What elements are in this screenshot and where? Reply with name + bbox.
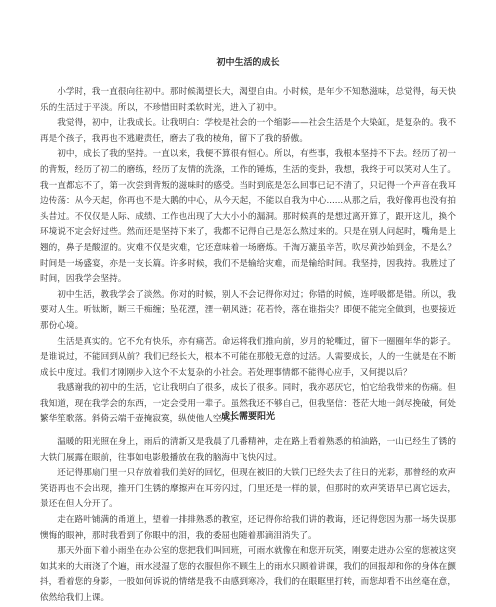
article-title-2: 成长需要阳光 <box>220 412 275 422</box>
article-body-2 <box>40 435 456 607</box>
paragraph: 初中，成长了我的坚持。一直以来，我便不算很有恒心。所以，有些事，我根本坚持不下去。经历了初一的背叛，经历了初二的磨练，经历了友情的洗涤，工作的锤炼，生活的变卦，我想，我终于可以笑对人生了。我一直都忘不了，第一次尝到背叛的滋味时的感受。当时到底是怎么回事已记不清了，只记得一个声音在我耳边传荡：从今天起，你再也不是大鹅的中心，从今天起，不能以自我为中心......从那之后，我好像再也没有拍头昔过。不仅仅是人际、成绩、工作也出现了大大小小的漏洞。那时候真的是想过离开算了，跟开这儿，换个环境说不定会好过些。然而还是坚持下来了，我都不记得自己是怎么熬过来的。只是在别人问起时，嘴角是上翘的，鼻子是酸涩的。灾难不仅是灾难，它还意味着一场磨炼。千淘万漉虽辛苦，吹尽黄沙始到金，不是么？时间是一场盛宴，亦是一支长篇。许多时候，我们不是输给灾难，而是输给时间。我坚持，因我持。我胜过了时间，因我学会坚持。 <box>40 149 456 285</box>
paragraph: 走在路叶铺满的甬道上，望着一排排熟悉的教室，还记得你给我们讲的教诲，还记得您因为那一场失误那懊悔的眼神，那时我看到了你眼中的泪，我的委屈也随着那滴泪消失了。 <box>40 514 456 541</box>
paragraph: 初中生活，教我学会了淡然。你对的时候，别人不会记得你对过；你错的时候，连呼吸都是错。所以，我要对人生。听钛断，断三千痴缠；坠花湮，湮一朝风涟；花若怜，落在谁指尖？即便不能完全做到，也要接近那份心境。 <box>40 289 456 331</box>
paragraph: 我感谢我的初中的生活，它让我明白了很多，成长了很多。同时，我亦恶厌它，怕它给我带来的伤痛。但我知道，现在我学会的东西，一定会受用一辈子。虽然我还不够自己，但我坚信：苍茫大地一剑尽挽破，何处繁华笙歌落。斜倚云端千壶掩寂寞，纵使他人空笑。 <box>40 383 456 425</box>
paragraph: 温暖的阳光照在身上，雨后的清新又是我晨了几番精神，走在路上看着熟悉的柏油路，一山已经生了锈的大铁门展露在眼前，往事如电影般播放在我的脑海中飞快闪过。 <box>40 437 456 463</box>
article-title-1: 初中生活的成长 <box>216 58 280 68</box>
paragraph: 我觉得，初中，让我成长。让我明白：学校是社会的一个缩影——社会生活是个大染缸，是复杂的。我不再是个孩子，我再也不逃避责任，磨去了我的棱角，留下了我的骄傲。 <box>40 118 456 144</box>
paragraph: 生活是真实的。它不允有快乐，亦有痛苦。命运将我们推向前，岁月的轮嘶过，留下一圈圈年华的影子。是谁说过，不能回到从前？我们已经长大，根本不可能在那般无意的过活。人需要成长，人的一生就是在不断成长中度过。我们才刚刚步入这个不太复杂的小社会。若处理事情都不能得心应手，又何提以后？ <box>40 336 456 378</box>
paragraph: 那天外面下着小雨坐在办公室的您把我们叫回班，可雨水就像在和您开玩笑，刚要走进办公室的您被这突如其来的大雨浇了个遍，雨水浸湿了您的衣服但你不顾生上的雨水只顾着讲课，我们的回报却和你的身体在颤抖，看着您的身影，一股如何诉说的情绪是我不由感到寒冷，我们的在眼眶里打转，而您却看不出丝毫在意，依然给我们上课。 <box>40 546 456 603</box>
paragraph: 小学时，我一直很向往初中。那时候渴望长大，渴望自由。小时候，是年少不知愁滋味，总觉得，每天快乐的生活过于平淡。所以，不珍惜田时柔软时光，进入了初中。 <box>40 87 456 113</box>
paragraph: 还记得那扇门里一只存放着我们美好的回忆，但现在被旧的大铁门已经失去了往日的光彩，那曾经的欢声笑语再也不会出现，推开门生锈的摩擦声在耳旁闪过，门里还是一样的景，但那时的欢声笑语早已离它远去，景还在但人分开了。 <box>40 468 456 510</box>
article-body-1 <box>40 85 456 428</box>
